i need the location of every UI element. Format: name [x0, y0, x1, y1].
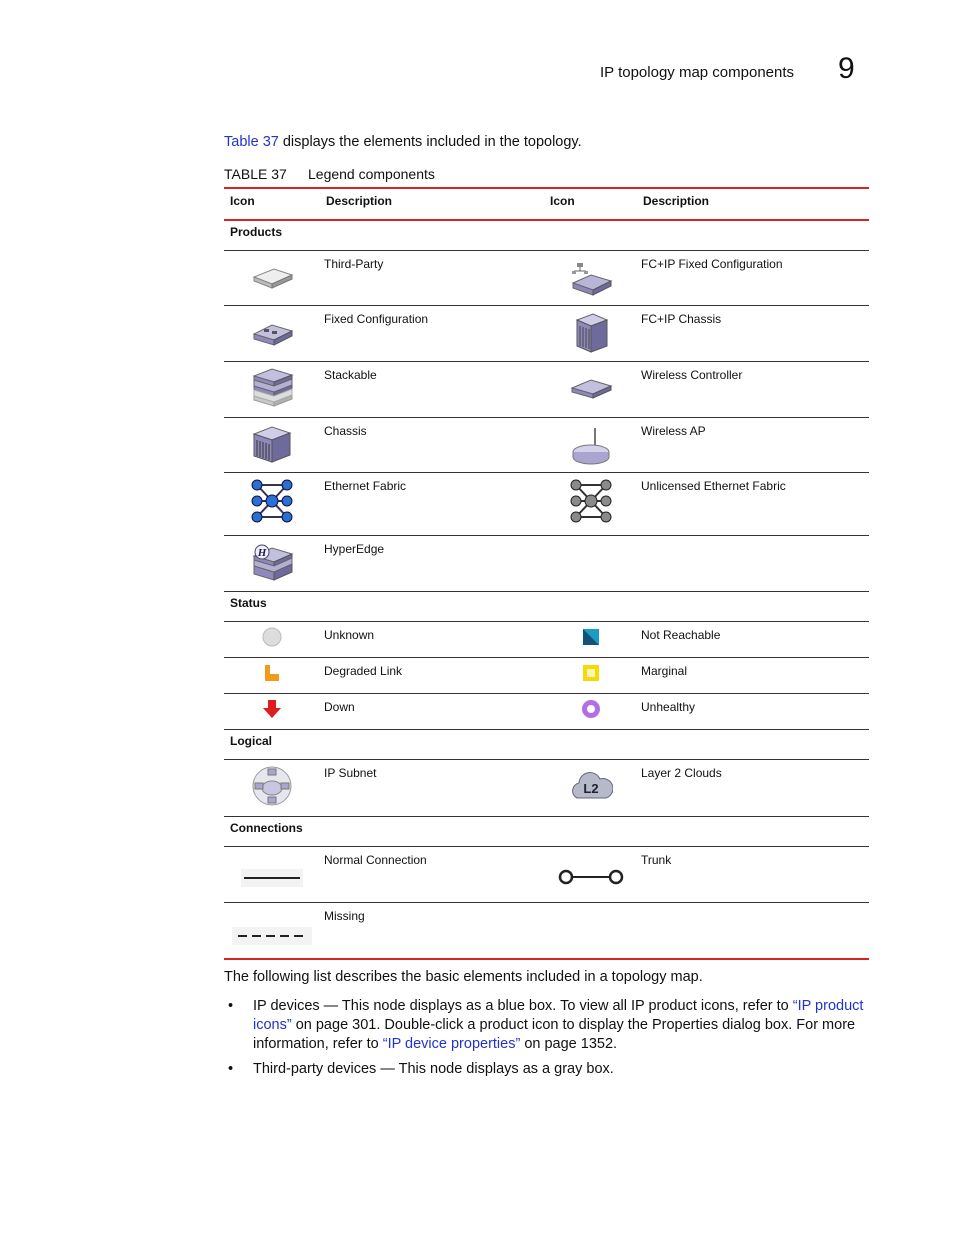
section-row [224, 220, 869, 251]
desc-fixed-configuration: Fixed Configuration [320, 306, 544, 362]
desc-wireless-ap: Wireless AP [637, 418, 869, 473]
table-row [224, 760, 869, 817]
table-title: Legend components [308, 166, 435, 182]
wireless-controller-icon [569, 366, 613, 410]
l2-label: L2 [582, 781, 599, 796]
desc-unlicensed-ethernet-fabric: Unlicensed Ethernet Fabric [637, 473, 869, 536]
down-arrow-icon [261, 698, 283, 720]
table-row [224, 903, 869, 959]
third-party-icon [250, 255, 294, 299]
ip-device-properties-link[interactable]: “IP device properties” [382, 1036, 521, 1052]
section-connections: Connections [224, 817, 869, 847]
desc-stackable: Stackable [320, 362, 544, 418]
table-row [224, 694, 869, 730]
intro-text: displays the elements included in the topology. [278, 134, 582, 150]
table-row [224, 251, 869, 306]
table-caption [224, 166, 435, 182]
not-reachable-icon [580, 626, 602, 648]
element-list [224, 997, 874, 1085]
list-item: • IP devices — This node displays as a blue box. To view all IP product icons, refer to “IP product icons” on page 301. Double-click a product icon to display the Properties dialog box. For more information, refer to “IP device properties” on page 1352. [228, 998, 864, 1052]
desc-chassis: Chassis [320, 418, 544, 473]
header-icon-2: Icon [544, 188, 637, 220]
chassis-icon [250, 422, 294, 466]
section-logical: Logical [224, 730, 869, 760]
desc-wireless-controller: Wireless Controller [637, 362, 869, 418]
table-row [224, 536, 869, 592]
section-products: Products [224, 220, 869, 251]
intro-sentence [224, 134, 582, 150]
table-row [224, 622, 869, 658]
desc-fcip-chassis: FC+IP Chassis [637, 306, 869, 362]
bullet: • [228, 1061, 234, 1077]
list-item: • Third-party devices — This node displays as a gray box. [228, 1061, 614, 1077]
desc-fcip-fixed-configuration: FC+IP Fixed Configuration [637, 251, 869, 306]
stackable-icon [250, 366, 294, 414]
table-row [224, 306, 869, 362]
unhealthy-icon [580, 698, 602, 720]
desc-hyperedge: HyperEdge [320, 536, 544, 592]
header-description: Description [320, 188, 544, 220]
section-row [224, 730, 869, 760]
desc-not-reachable: Not Reachable [637, 622, 869, 658]
fixed-configuration-icon [250, 310, 294, 354]
table-row [224, 362, 869, 418]
table-header-row [224, 188, 869, 220]
running-header-title: IP topology map components [600, 64, 795, 81]
section-row [224, 592, 869, 622]
table-row [224, 473, 869, 536]
marginal-icon [580, 662, 602, 684]
bullet: • [228, 998, 234, 1014]
table-37-link[interactable]: Table 37 [224, 134, 279, 150]
table-row [224, 418, 869, 473]
missing-connection-dashed-icon [232, 907, 312, 947]
fcip-fixed-configuration-icon [569, 255, 613, 299]
list-intro-paragraph: The following list describes the basic elements included in a topology map. [224, 969, 703, 985]
desc-unknown: Unknown [320, 622, 544, 658]
desc-down: Down [320, 694, 544, 730]
desc-degraded-link: Degraded Link [320, 658, 544, 694]
degraded-link-icon [261, 662, 283, 684]
layer-2-clouds-icon [569, 764, 613, 804]
trunk-icon [556, 851, 626, 891]
desc-unhealthy: Unhealthy [637, 694, 869, 730]
desc-third-party: Third-Party [320, 251, 544, 306]
fcip-chassis-icon [569, 310, 613, 354]
table-number: TABLE 37 [224, 166, 287, 182]
table-row [224, 658, 869, 694]
ip-subnet-icon [250, 764, 294, 808]
desc-missing: Missing [320, 903, 544, 959]
table-row [224, 847, 869, 903]
desc-normal-connection: Normal Connection [320, 847, 544, 903]
hyperedge-icon [250, 540, 294, 586]
hyperedge-letter: H [257, 547, 267, 559]
header-description-2: Description [637, 188, 869, 220]
header-icon: Icon [224, 188, 320, 220]
section-status: Status [224, 592, 869, 622]
normal-connection-line-icon [241, 851, 303, 891]
section-row [224, 817, 869, 847]
desc-marginal: Marginal [637, 658, 869, 694]
chapter-number: 9 [838, 52, 855, 85]
desc-ethernet-fabric: Ethernet Fabric [320, 473, 544, 536]
legend-table [224, 187, 869, 960]
unknown-status-icon [261, 626, 283, 648]
desc-ip-subnet: IP Subnet [320, 760, 544, 817]
unlicensed-ethernet-fabric-icon [568, 477, 614, 525]
desc-layer-2-clouds: Layer 2 Clouds [637, 760, 869, 817]
ip-product-icons-link[interactable]: “IP product icons” [253, 998, 864, 1033]
ethernet-fabric-icon [249, 477, 295, 525]
desc-trunk: Trunk [637, 847, 869, 903]
wireless-ap-icon [569, 422, 613, 466]
